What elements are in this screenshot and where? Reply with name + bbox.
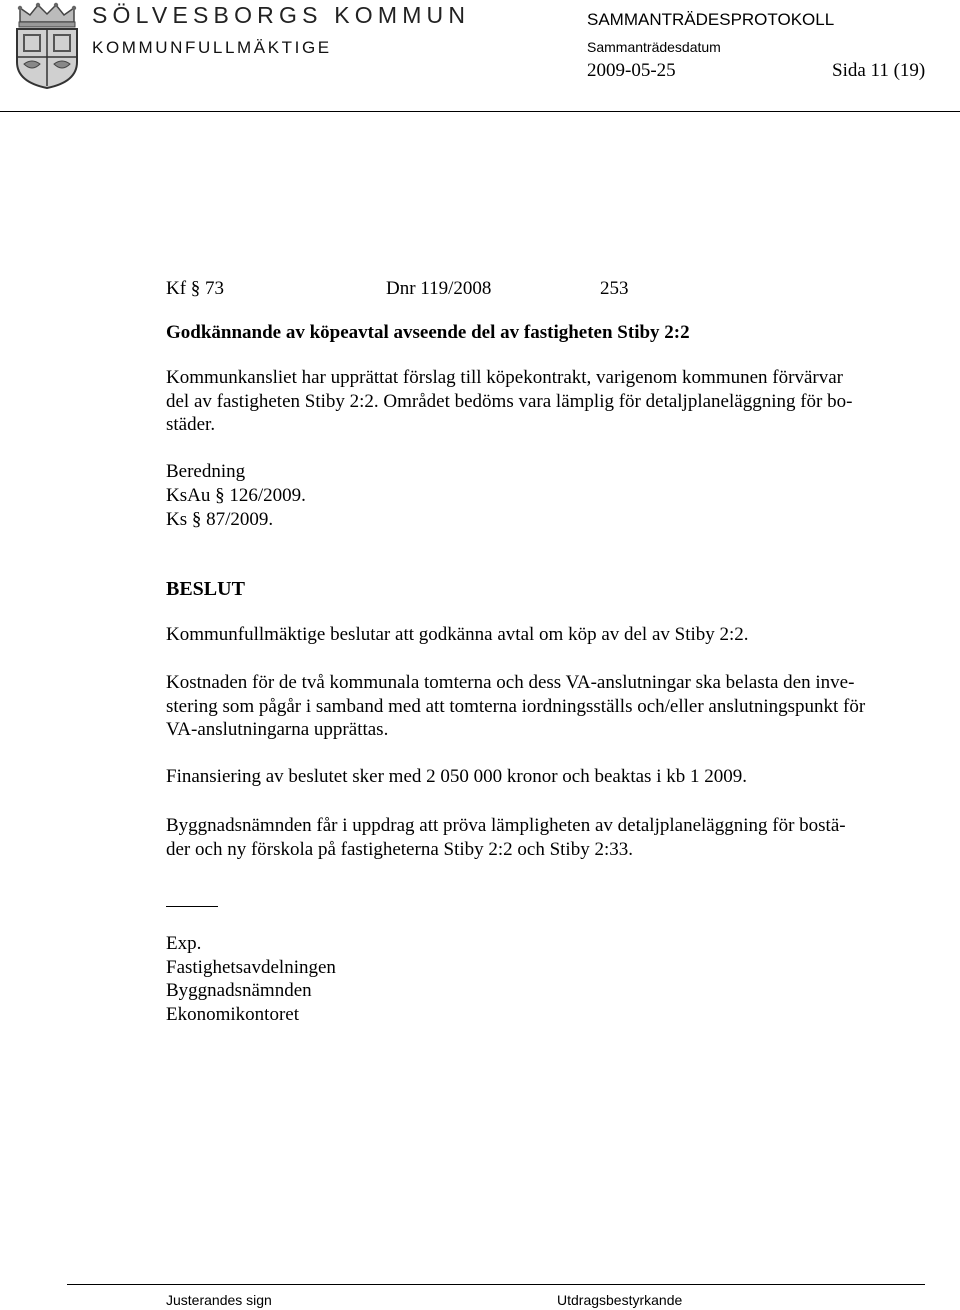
distribution-recipient: Ekonomikontoret [166, 1003, 299, 1025]
preparation-reference: KsAu § 126/2009. [166, 485, 306, 506]
distribution-list [166, 932, 336, 1026]
distribution-heading: Exp. [166, 933, 202, 954]
registration-number: Dnr 119/2008 [386, 278, 492, 299]
paragraph-line: Byggnadsnämnden får i uppdrag att pröva lämpligheten av detaljplaneläggning för bostä- [166, 815, 846, 836]
decision-paragraph [166, 814, 846, 861]
decision-paragraph: Kommunfullmäktige beslutar att godkänna avtal om köp av del av Stiby 2:2. [166, 624, 749, 645]
decision-paragraph: Finansiering av beslutet sker med 2 050 000 kronor och beaktas i kb 1 2009. [166, 766, 747, 787]
decision-paragraph [166, 671, 865, 742]
date-label: Sammanträdesdatum [587, 39, 721, 55]
distribution-recipient: Fastighetsavdelningen [166, 956, 336, 978]
decision-heading: BESLUT [166, 578, 245, 600]
signer-label: Justerandes sign [166, 1292, 272, 1308]
organization-name: SÖLVESBORGS KOMMUN [92, 2, 471, 28]
paragraph-line: VA-anslutningarna upprättas. [166, 719, 389, 740]
case-number: 253 [600, 278, 629, 299]
footer-divider [67, 1284, 925, 1285]
meeting-date: 2009-05-25 [587, 60, 676, 81]
paragraph-line: Kostnaden för de två kommunala tomterna och dess VA-anslutningar ska belasta den inve- [166, 672, 855, 693]
preparation-reference: Ks § 87/2009. [166, 509, 274, 530]
document-type: SAMMANTRÄDESPROTOKOLL [587, 10, 835, 29]
paragraph-line: der och ny förskola på fastigheterna Stiby 2:2 och Stiby 2:33. [166, 838, 633, 860]
section-divider [166, 906, 218, 907]
paragraph-line: städer. [166, 414, 216, 435]
page-number: Sida 11 (19) [832, 60, 926, 81]
paragraph-line: Kommunkansliet har upprättat förslag till köpekontrakt, varigenom kommunen förvärvar [166, 367, 843, 388]
section-number: Kf § 73 [166, 278, 225, 299]
coat-of-arms-icon [12, 2, 82, 90]
certifier-label: Utdragsbestyrkande [557, 1292, 683, 1308]
case-title: Godkännande av köpeavtal avseende del av fastigheten Stiby 2:2 [166, 322, 690, 343]
header-divider [0, 111, 960, 112]
body-name: KOMMUNFULLMÄKTIGE [92, 38, 332, 57]
intro-paragraph [166, 366, 852, 437]
distribution-recipient: Byggnadsnämnden [166, 980, 312, 1001]
paragraph-line: del av fastigheten Stiby 2:2. Området bedöms vara lämplig för detaljplaneläggning för bo- [166, 390, 853, 412]
paragraph-line: stering som pågår i samband med att tomterna iordningsställs och/eller anslutningspunkt för [166, 695, 866, 717]
preparation-heading: Beredning [166, 461, 246, 482]
